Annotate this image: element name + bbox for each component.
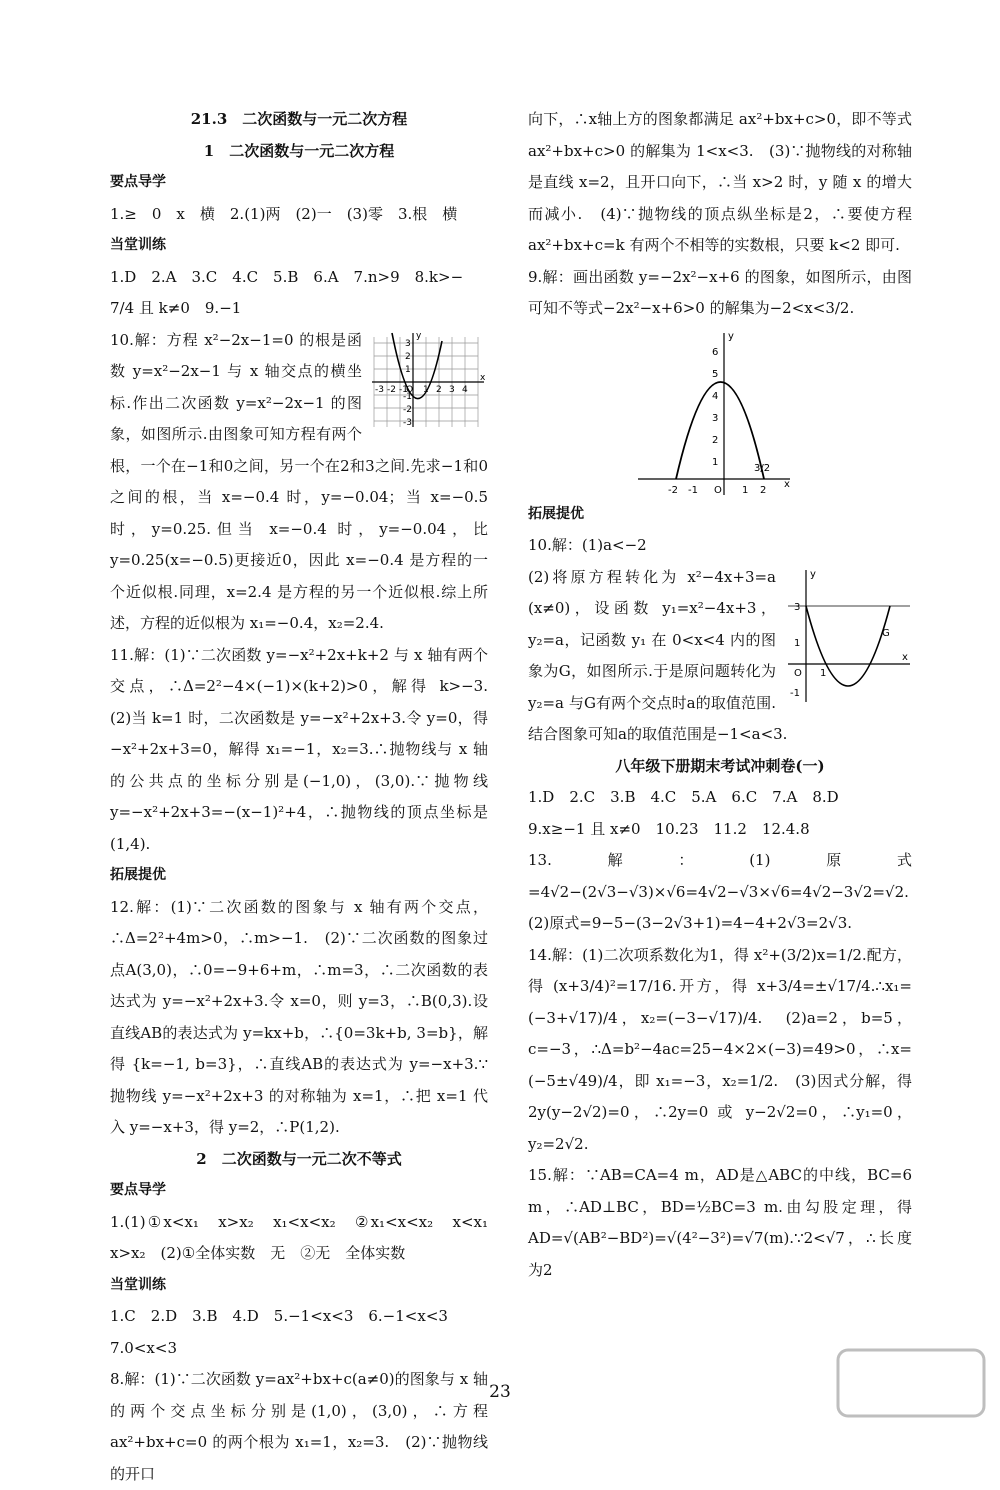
fig1-label: O bbox=[406, 384, 414, 395]
fig1-label: 4 bbox=[462, 384, 468, 395]
question-10b-block bbox=[528, 562, 912, 751]
fig3-label: O bbox=[794, 667, 802, 679]
fig1-label: 3 bbox=[449, 384, 455, 395]
fig1-label: y bbox=[416, 330, 422, 341]
fig1-label: -3 bbox=[375, 384, 384, 395]
fig1-label: -2 bbox=[387, 384, 396, 395]
answers-key-points: 1.≥ 0 x 横 2.(1)两 (2)一 (3)零 3.根 横 bbox=[110, 204, 458, 223]
figure-parabola-1 bbox=[370, 329, 488, 431]
fig1-label: x bbox=[480, 372, 486, 383]
answers-practice-2-2: 7.0<x<3 bbox=[110, 1338, 177, 1357]
fig3-label: -1 bbox=[790, 687, 800, 699]
fig2-label: 1 bbox=[742, 484, 749, 496]
answer-question-8: 8.解：(1)∵二次函数 y=ax²+bx+c(a≠0)的图象与 x 轴的两个交点坐标分别是(1,0)，(3,0)，∴方程 ax²+bx+c=0 的两个根为 x₁=1，x₂=3. (2)∵抛物线的开口 bbox=[110, 1370, 488, 1483]
fig3-label: x bbox=[902, 651, 908, 663]
right-column bbox=[528, 104, 924, 1286]
fig1-label: -1 bbox=[399, 384, 408, 395]
fig1-label: 2 bbox=[405, 351, 411, 362]
answer-question-9: 9.解：画出函数 y=−2x²−x+6 的图象，如图所示，由图可知不等式−2x²−x+6>0 的解集为−2<x<3/2. bbox=[528, 267, 912, 317]
fig2-label: y bbox=[728, 330, 734, 342]
answer-question-10: 10.解：方程 x²−2x−1=0 的根是函数 y=x²−2x−1 与 x 轴交点的横坐标.作出二次函数 y=x²−2x−1 的图象，如图所示.由图象可知方程有两个根，一个在−1和0之间，另一个在2和3之间.先求−1和0之间的根，当 x=−0.4 时，y=−0.04；当 x=−0.5 时，y=0.25.但当 x=−0.4 时，y=−0.04，比 y=0.25(x=−0.5)更接近0，因此 x=−0.4 是方程的一个近似根.同理，x=2.4 是方程的另一个近似根.综上所述，方程的近似根为 x₁=−0.4，x₂=2.4. bbox=[110, 330, 488, 632]
fig2-label: 6 bbox=[712, 346, 719, 358]
answers-practice-2: 7/4 且 k≠0 9.−1 bbox=[110, 299, 242, 317]
answer-question-8-continued: 向下，∴x轴上方的图象都满足 ax²+bx+c>0，即不等式 ax²+bx+c>0 的解集为 1<x<3. (3)∵抛物线的对称轴是直线 x=2，且开口向下，∴当 x>2 时，y 随 x 的增大而减小. (4)∵抛物线的顶点纵坐标是2，∴要使方程 ax²+bx+c=k 有两个不相等的实数根，只要 k<2 即可. bbox=[528, 110, 912, 254]
answer-exam-question-14: 14.解：(1)二次项系数化为1，得 x²+(3/2)x=1/2.配方，得 (x+3/4)²=17/16.开方，得 x+3/4=±√17/4.∴x₁=(−3+√17)/4，x₂=(−3−√17)/4. (2)a=2，b=5，c=−3，∴Δ=b²−4ac=25−4×2×(−3)=49>0，∴x=(−5±√49)/4，即 x₁=−3，x₂=1/2. (3)因式分解，得 2y(y−2√2)=0，∴2y=0 或 y−2√2=0，∴y₁=0，y₂=2√2. bbox=[528, 945, 912, 1153]
fig1-label: -1 bbox=[403, 391, 412, 402]
fig2-label: -2 bbox=[668, 484, 678, 496]
fig2-label: -1 bbox=[688, 484, 698, 496]
fig1-label: -2 bbox=[403, 404, 412, 415]
heading-extension: 拓展提优 bbox=[110, 867, 166, 883]
figure-parabola-3 bbox=[784, 566, 912, 706]
exam-answers-2: 9.x≥−1 且 x≠0 10.23 11.2 12.4.8 bbox=[528, 819, 810, 838]
answers-practice-1: 1.D 2.A 3.C 4.C 5.B 6.A 7.n>9 8.k>− bbox=[110, 267, 464, 286]
fig3-label: 3 bbox=[794, 601, 801, 613]
answer-exam-question-13: 13.解：(1)原式=4√2−(2√3−√3)×√6=4√2−√3×√6=4√2−3√2=√2. (2)原式=9−5−(3−2√3+1)=4−4+2√3=2√3. bbox=[528, 851, 924, 932]
left-column bbox=[110, 104, 504, 1490]
fig2-label: O bbox=[714, 484, 722, 496]
heading-practice-2: 当堂训练 bbox=[110, 1276, 166, 1293]
fig3-label: 1 bbox=[820, 667, 827, 679]
answer-question-11: 11.解：(1)∵二次函数 y=−x²+2x+k+2 与 x 轴有两个交点，∴Δ=2²−4×(−1)×(k+2)>0，解得 k>−3. (2)当 k=1 时，二次函数是 y=−x²+2x+3.令 y=0，得−x²+2x+3=0，解得 x₁=−1，x₂=3.∴抛物线与 x 轴的公共点的坐标分别是(−1,0)，(3,0).∵抛物线 y=−x²+2x+3=−(x−1)²+4，∴抛物线的顶点坐标是(1,4). bbox=[110, 645, 504, 853]
fig3-label: 1 bbox=[794, 637, 801, 649]
subsection-title-2: 2 二次函数与一元二次不等式 bbox=[196, 1149, 402, 1168]
fig2-label: 2 bbox=[712, 434, 719, 446]
fig2-label: 1 bbox=[712, 456, 719, 468]
answers-practice-2-1: 1.C 2.D 3.B 4.D 5.−1<x<3 6.−1<x<3 bbox=[110, 1307, 448, 1325]
answer-exam-question-15: 15.解：∵AB=CA=4 m，AD是△ABC的中线，BC=6 m，∴AD⊥BC，BD=½BC=3 m.由勾股定理，得 AD=√(AB²−BD²)=√(4²−3²)=√7(m).∵2<√7，∴长度为2 bbox=[528, 1166, 912, 1279]
heading-key-points-2: 要点导学 bbox=[110, 1182, 166, 1198]
fig2-label: 5 bbox=[712, 368, 719, 380]
answer-question-12: 12.解：(1)∵二次函数的图象与 x 轴有两个交点，∴Δ=2²+4m>0，∴m>−1. (2)∵二次函数的图象过点A(3,0)，∴0=−9+6+m，∴m=3，∴二次函数的表达式为 y=−x²+2x+3.令 x=0，则 y=3，∴B(0,3).设直线AB的表达式为 y=kx+b，∴{0=3k+b, 3=b}，解得 {k=−1, b=3}，∴直线AB的表达式为 y=−x+3.∵抛物线 y=−x²+2x+3 的对称轴为 x=1，∴把 x=1 代入 y=−x+3，得 y=2，∴P(1,2). bbox=[110, 897, 488, 1136]
heading-key-points: 要点导学 bbox=[110, 174, 166, 190]
page-number: 23 bbox=[489, 1382, 511, 1402]
fig2-label: 3 bbox=[712, 412, 719, 424]
fig2-label: 3/2 bbox=[754, 462, 771, 474]
fig2-label: 2 bbox=[760, 484, 767, 496]
fig1-label: -3 bbox=[403, 417, 412, 428]
fig3-label: G bbox=[882, 627, 890, 639]
fig2-label: 4 bbox=[712, 390, 719, 402]
watermark-logo bbox=[836, 1348, 986, 1418]
fig1-label: 1 bbox=[423, 384, 429, 395]
fig1-label: 1 bbox=[405, 364, 411, 375]
question-10-block bbox=[110, 325, 488, 640]
exam-title: 八年级下册期末考试冲刺卷(一) bbox=[615, 756, 825, 775]
fig1-label: 2 bbox=[436, 384, 442, 395]
answers-key-points-2: 1.(1)①x<x₁ x>x₂ x₁<x<x₂ ②x₁<x<x₂ x<x₁ x>x₂ (2)①全体实数 无 ②无 全体实数 bbox=[110, 1212, 504, 1262]
fig2-label: x bbox=[784, 478, 790, 490]
subsection-title-1: 1 二次函数与一元二次方程 bbox=[203, 141, 395, 160]
exam-answers-1: 1.D 2.C 3.B 4.C 5.A 6.C 7.A 8.D bbox=[528, 788, 839, 806]
heading-extension-2: 拓展提优 bbox=[528, 505, 584, 522]
fig1-label: 3 bbox=[405, 338, 411, 349]
answer-question-10b: (2)将原方程转化为 x²−4x+3=a (x≠0)，设函数 y₁=x²−4x+3，y₂=a，记函数 y₁ 在 0<x<4 内的图象为G，如图所示.于是原问题转化为 y₂=a 与G有两个交点时a的取值范围.结合图象可知a的取值范围是−1<a<3. bbox=[528, 567, 788, 743]
answer-question-10a: 10.解：(1)a<−2 bbox=[528, 536, 647, 554]
figure-parabola-2 bbox=[528, 327, 912, 499]
heading-practice: 当堂训练 bbox=[110, 237, 166, 253]
section-title: 21.3 二次函数与一元二次方程 bbox=[190, 110, 408, 128]
fig3-label: y bbox=[810, 568, 816, 580]
